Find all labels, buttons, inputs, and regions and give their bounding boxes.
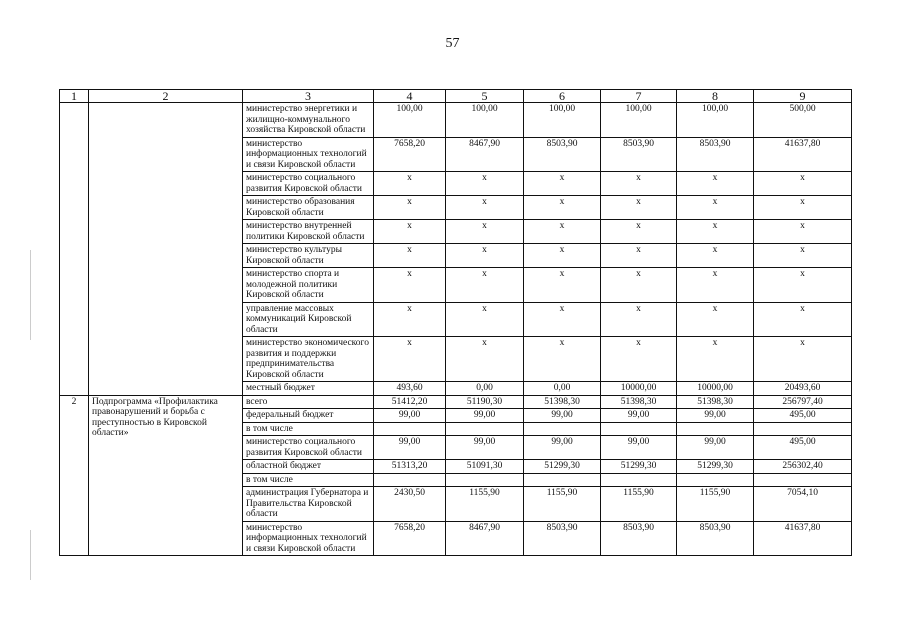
value-cell: x [601, 220, 677, 244]
value-cell: x [677, 302, 754, 337]
value-cell: x [677, 220, 754, 244]
program-name-cell: Подпрограмма «Профилактика правонарушений и борьба с преступностью в Кировской области» [89, 395, 243, 556]
total-cell: x [754, 244, 852, 268]
value-cell: x [374, 196, 446, 220]
value-cell: x [524, 268, 601, 303]
total-cell: x [754, 302, 852, 337]
value-cell: x [446, 172, 524, 196]
row-number-cell: 2 [60, 395, 89, 556]
column-header: 7 [601, 90, 677, 103]
value-cell: x [601, 196, 677, 220]
value-cell: x [374, 337, 446, 382]
value-cell: x [524, 302, 601, 337]
value-cell: 493,60 [374, 382, 446, 396]
column-header: 8 [677, 90, 754, 103]
value-cell: 7658,20 [374, 137, 446, 172]
funding-label: министерство информационных технологий и связи Кировской области [243, 137, 374, 172]
funding-label: министерство энергетики и жилищно-коммунального хозяйства Кировской области [243, 103, 374, 138]
scan-margin-mark [30, 250, 31, 340]
total-cell: x [754, 196, 852, 220]
value-cell: 1155,90 [446, 487, 524, 522]
value-cell: 51398,30 [524, 395, 601, 409]
funding-label: администрация Губернатора и Правительства Кировской области [243, 487, 374, 522]
column-header: 6 [524, 90, 601, 103]
value-cell: 100,00 [677, 103, 754, 138]
value-cell: 2430,50 [374, 487, 446, 522]
value-cell: 99,00 [374, 409, 446, 423]
funding-label: министерство культуры Кировской области [243, 244, 374, 268]
value-cell: 8503,90 [601, 137, 677, 172]
value-cell: x [374, 268, 446, 303]
value-cell: x [446, 196, 524, 220]
budget-table [59, 89, 852, 556]
value-cell: x [374, 172, 446, 196]
funding-label: местный бюджет [243, 382, 374, 396]
total-cell: 41637,80 [754, 137, 852, 172]
funding-label: министерство информационных технологий и связи Кировской области [243, 521, 374, 556]
value-cell: 51412,20 [374, 395, 446, 409]
value-cell: 51299,30 [601, 460, 677, 474]
row-number-cell [60, 103, 89, 396]
value-cell [677, 473, 754, 487]
value-cell: 100,00 [374, 103, 446, 138]
total-cell: 500,00 [754, 103, 852, 138]
header-row [60, 90, 852, 103]
value-cell: x [446, 268, 524, 303]
value-cell: 51313,20 [374, 460, 446, 474]
value-cell: 100,00 [524, 103, 601, 138]
total-cell: 256302,40 [754, 460, 852, 474]
value-cell: 99,00 [374, 436, 446, 460]
value-cell: 51398,30 [677, 395, 754, 409]
total-cell: 41637,80 [754, 521, 852, 556]
value-cell: 8503,90 [524, 137, 601, 172]
value-cell: x [601, 337, 677, 382]
funding-label: министерство спорта и молодежной политики Кировской области [243, 268, 374, 303]
value-cell: 8503,90 [677, 137, 754, 172]
value-cell [374, 422, 446, 436]
value-cell: x [677, 172, 754, 196]
total-cell: x [754, 268, 852, 303]
value-cell: 51190,30 [446, 395, 524, 409]
value-cell: 1155,90 [677, 487, 754, 522]
value-cell: x [446, 337, 524, 382]
value-cell: x [601, 244, 677, 268]
value-cell: 100,00 [601, 103, 677, 138]
value-cell: 8467,90 [446, 137, 524, 172]
funding-label: министерство внутренней политики Кировской области [243, 220, 374, 244]
value-cell: x [524, 337, 601, 382]
value-cell: x [677, 268, 754, 303]
value-cell [374, 473, 446, 487]
column-header: 4 [374, 90, 446, 103]
value-cell: 99,00 [446, 436, 524, 460]
value-cell: 10000,00 [677, 382, 754, 396]
value-cell: 99,00 [601, 409, 677, 423]
column-header: 1 [60, 90, 89, 103]
column-header: 2 [89, 90, 243, 103]
total-cell: x [754, 337, 852, 382]
value-cell: x [677, 196, 754, 220]
value-cell: x [601, 172, 677, 196]
total-cell: x [754, 172, 852, 196]
funding-label: министерство социального развития Кировской области [243, 172, 374, 196]
value-cell: 99,00 [677, 409, 754, 423]
value-cell: x [374, 244, 446, 268]
value-cell: 51398,30 [601, 395, 677, 409]
value-cell: 51091,30 [446, 460, 524, 474]
value-cell: 100,00 [446, 103, 524, 138]
program-name-cell [89, 103, 243, 396]
column-header: 9 [754, 90, 852, 103]
funding-label: управление массовых коммуникаций Кировской области [243, 302, 374, 337]
value-cell: 99,00 [677, 436, 754, 460]
value-cell: 99,00 [601, 436, 677, 460]
total-cell: 495,00 [754, 436, 852, 460]
value-cell: 99,00 [524, 409, 601, 423]
total-cell: 256797,40 [754, 395, 852, 409]
value-cell: 0,00 [446, 382, 524, 396]
column-header: 3 [243, 90, 374, 103]
table-row [60, 395, 852, 409]
value-cell [601, 473, 677, 487]
value-cell: 99,00 [446, 409, 524, 423]
value-cell [601, 422, 677, 436]
value-cell: x [677, 244, 754, 268]
value-cell: 51299,30 [677, 460, 754, 474]
total-cell: 7054,10 [754, 487, 852, 522]
value-cell: 1155,90 [601, 487, 677, 522]
value-cell: 99,00 [524, 436, 601, 460]
funding-label: министерство социального развития Кировской области [243, 436, 374, 460]
value-cell [524, 422, 601, 436]
funding-label: федеральный бюджет [243, 409, 374, 423]
funding-label: в том числе [243, 473, 374, 487]
total-cell: 20493,60 [754, 382, 852, 396]
value-cell: 7658,20 [374, 521, 446, 556]
value-cell: x [601, 268, 677, 303]
value-cell: x [524, 196, 601, 220]
total-cell [754, 473, 852, 487]
value-cell: x [446, 220, 524, 244]
value-cell [446, 473, 524, 487]
funding-label: всего [243, 395, 374, 409]
value-cell: x [524, 172, 601, 196]
value-cell: x [446, 302, 524, 337]
value-cell: 10000,00 [601, 382, 677, 396]
value-cell: x [374, 220, 446, 244]
table-row [60, 103, 852, 138]
total-cell: x [754, 220, 852, 244]
page-number: 57 [445, 36, 460, 51]
value-cell [524, 473, 601, 487]
funding-label: областной бюджет [243, 460, 374, 474]
value-cell: 8503,90 [524, 521, 601, 556]
total-cell: 495,00 [754, 409, 852, 423]
column-header: 5 [446, 90, 524, 103]
funding-label: в том числе [243, 422, 374, 436]
value-cell: x [374, 302, 446, 337]
value-cell: x [677, 337, 754, 382]
value-cell: x [524, 244, 601, 268]
value-cell: 8503,90 [677, 521, 754, 556]
funding-label: министерство образования Кировской области [243, 196, 374, 220]
value-cell [677, 422, 754, 436]
value-cell: x [601, 302, 677, 337]
value-cell [446, 422, 524, 436]
scan-margin-mark [30, 530, 31, 580]
value-cell: 8503,90 [601, 521, 677, 556]
value-cell: 8467,90 [446, 521, 524, 556]
total-cell [754, 422, 852, 436]
value-cell: 51299,30 [524, 460, 601, 474]
value-cell: x [524, 220, 601, 244]
value-cell: 0,00 [524, 382, 601, 396]
value-cell: 1155,90 [524, 487, 601, 522]
funding-label: министерство экономического развития и поддержки предпринимательства Кировской области [243, 337, 374, 382]
value-cell: x [446, 244, 524, 268]
